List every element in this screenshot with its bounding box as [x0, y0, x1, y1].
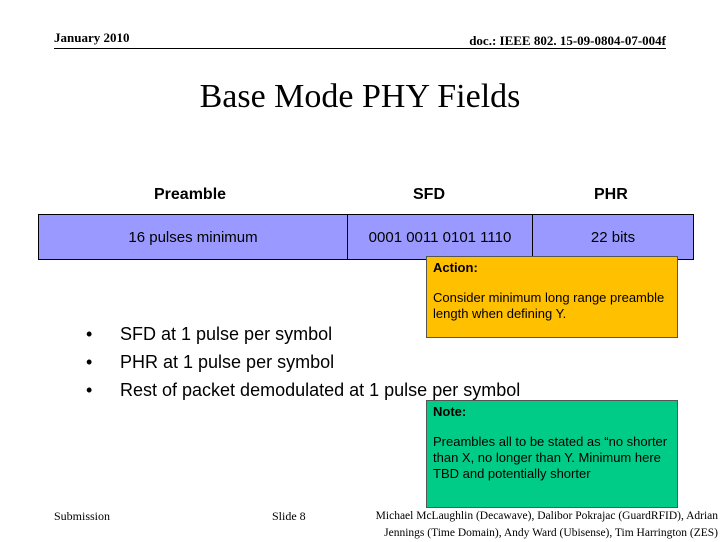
field-header-preamble: Preamble: [154, 186, 227, 203]
info-note: [426, 400, 678, 508]
sfd-field: [347, 214, 533, 260]
bullet-item: • PHR at 1 pulse per symbol: [86, 352, 335, 372]
footer-slide-number: Slide 8: [272, 509, 306, 523]
footer-authors: [376, 508, 718, 542]
info-note-title: Note:: [433, 404, 467, 419]
bullet-item: • Rest of packet demodulated at 1 pulse per symbol: [86, 380, 521, 400]
sfd-field-value: 0001 0011 0101 1110: [368, 228, 512, 246]
field-header-sfd: SFD: [413, 186, 445, 203]
action-note-title: Action:: [433, 260, 478, 275]
phr-field: [532, 214, 694, 260]
phr-field-value: 22 bits: [590, 228, 636, 246]
header-rule: [54, 48, 666, 49]
bullet-text: PHR at 1 pulse per symbol: [120, 352, 335, 372]
bullet-text: Rest of packet demodulated at 1 pulse per symbol: [120, 380, 521, 400]
field-header-phr: PHR: [594, 186, 628, 203]
info-note-body: Preambles all to be stated as “no shorter than X, no longer than Y. Minimum here TBD and potentially shorter: [433, 434, 668, 481]
footer-authors-line1: Michael McLaughlin (Decawave), Dalibor Pokrajac (GuardRFID), Adrian: [375, 510, 718, 522]
action-note-body: Consider minimum long range preamble length when defining Y.: [433, 290, 665, 321]
footer-submission: Submission: [54, 509, 111, 523]
bullet-text: SFD at 1 pulse per symbol: [120, 324, 333, 344]
preamble-field: [38, 214, 348, 260]
header-date: January 2010: [54, 30, 130, 45]
preamble-field-value: 16 pulses minimum: [128, 228, 258, 246]
header-doc-id: doc.: IEEE 802. 15-09-0804-07-004f: [469, 33, 666, 48]
footer-authors-line2: Jennings (Time Domain), Andy Ward (Ubisense), Tim Harrington (ZES): [384, 527, 718, 539]
slide-title: Base Mode PHY Fields: [199, 78, 521, 115]
bullet-item: • SFD at 1 pulse per symbol: [86, 324, 333, 344]
action-note: [426, 256, 678, 338]
